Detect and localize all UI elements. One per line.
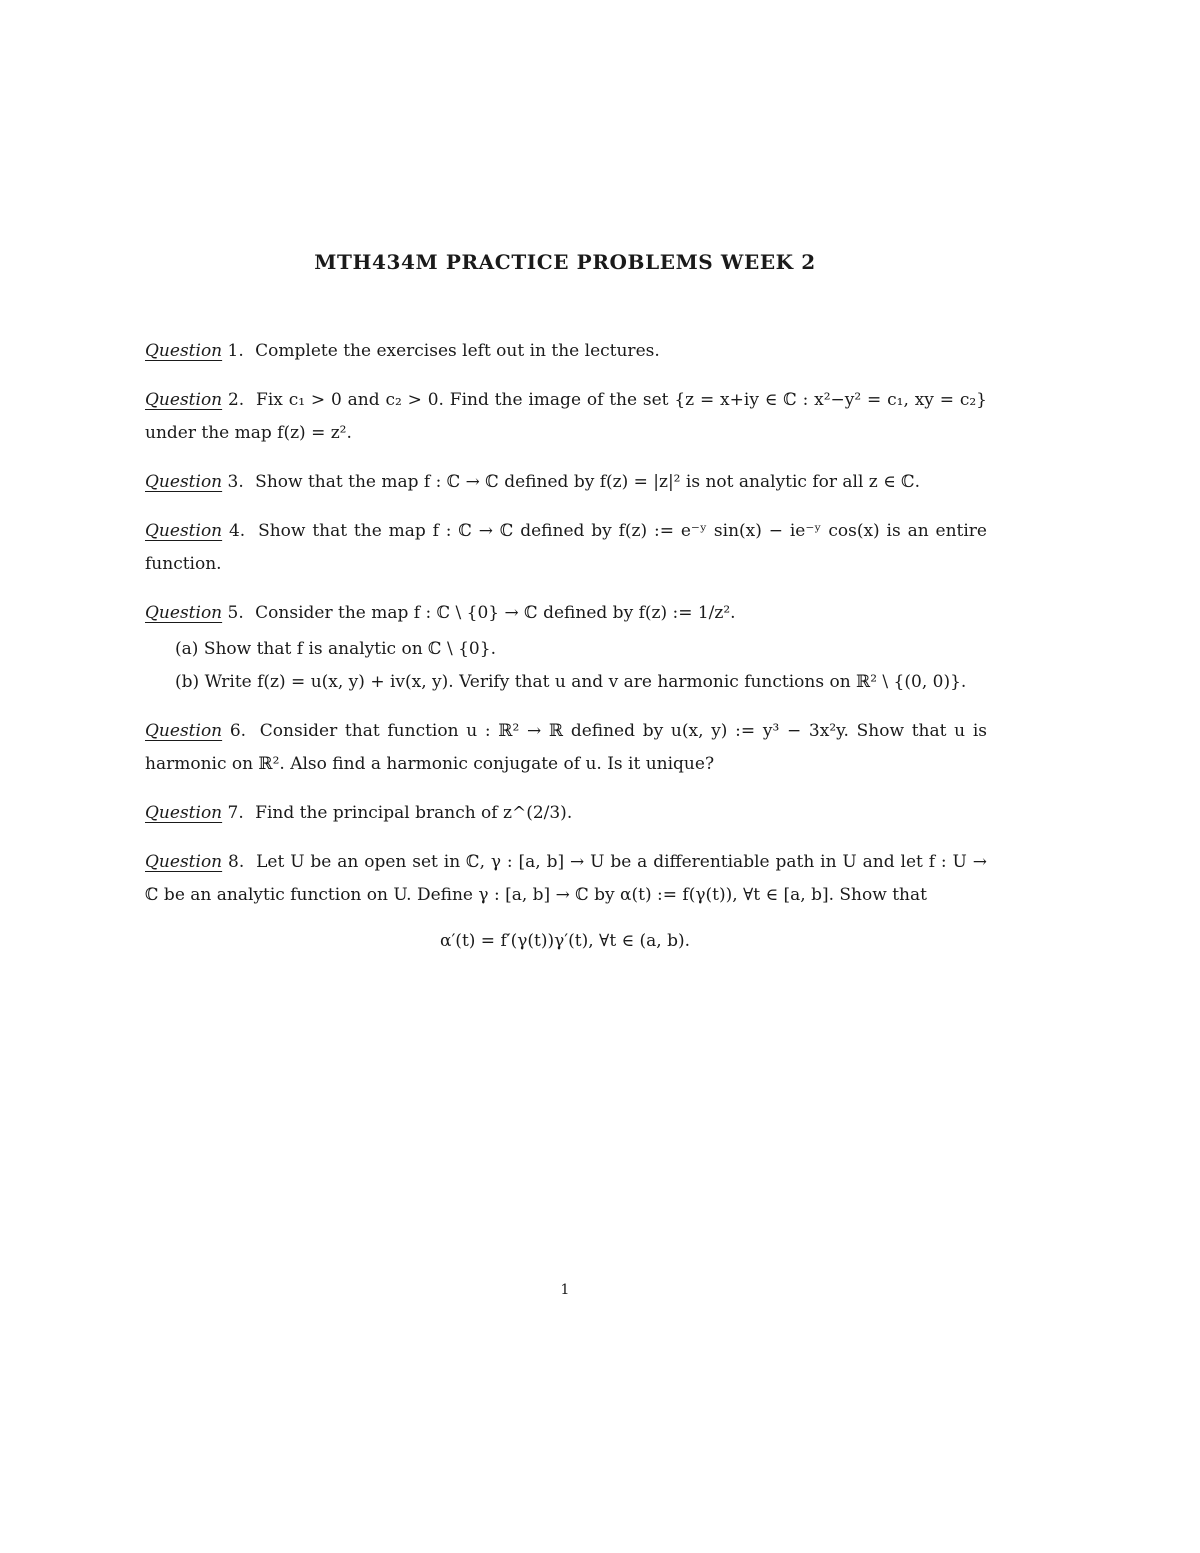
question-text: Let U be an open set in ℂ, γ : [a, b] → U be a differentiable path in U and let f : U → ℂ be an analytic function on U. Define γ : [a, b] → ℂ by α(t) := f(γ(t)), ∀t ∈ [a, b]. Show that: [145, 852, 987, 905]
question-6: [145, 715, 987, 781]
question-text: Show that the map f : ℂ → ℂ defined by f(z) = |z|² is not analytic for all z ∈ ℂ.: [255, 472, 921, 492]
question-5: [145, 597, 987, 630]
question-number: 2.: [227, 390, 245, 410]
question-5-part-a: [175, 633, 496, 666]
question-text: Complete the exercises left out in the lectures.: [255, 341, 660, 361]
question-number: 3.: [227, 472, 244, 492]
question-text: Find the principal branch of z^(2/3).: [255, 803, 573, 823]
question-3: [145, 466, 987, 499]
question-label: Question: [145, 341, 223, 361]
question-number: 1.: [227, 341, 244, 361]
question-text: Consider the map f : ℂ \ {0} → ℂ defined by f(z) := 1/z².: [255, 603, 736, 623]
question-label: Question: [145, 521, 223, 541]
question-number: 5.: [227, 603, 244, 623]
question-label: Question: [145, 721, 223, 741]
question-1: [145, 335, 987, 368]
question-text: Show that the map f : ℂ → ℂ defined by f(z) := e⁻ʸ sin(x) − ie⁻ʸ cos(x) is an entire function.: [145, 521, 987, 574]
question-label: Question: [145, 852, 223, 872]
part-text: Write f(z) = u(x, y) + iv(x, y). Verify that u and v are harmonic functions on ℝ² \ {(0, 0)}.: [204, 672, 967, 692]
question-4: [145, 515, 987, 581]
question-text: Consider that function u : ℝ² → ℝ defined by u(x, y) := y³ − 3x²y. Show that u is harmonic on ℝ². Also find a harmonic conjugate of u. Is it unique?: [145, 721, 987, 774]
question-number: 8.: [228, 852, 245, 872]
page-number: 1: [560, 1282, 570, 1298]
question-label: Question: [145, 472, 223, 492]
question-label: Question: [145, 803, 223, 823]
question-label: Question: [145, 390, 223, 410]
question-number: 7.: [227, 803, 244, 823]
display-equation: α′(t) = f′(γ(t))γ′(t), ∀t ∈ (a, b).: [439, 931, 691, 951]
part-label: (b): [175, 672, 200, 692]
question-2: [145, 384, 987, 450]
page-title: MTH434M PRACTICE PROBLEMS WEEK 2: [314, 250, 816, 274]
question-label: Question: [145, 603, 223, 623]
part-text: Show that f is analytic on ℂ \ {0}.: [203, 639, 496, 659]
question-8: [145, 846, 987, 912]
question-5-part-b: [175, 666, 966, 699]
question-number: 6.: [229, 721, 247, 741]
question-text: Fix c₁ > 0 and c₂ > 0. Find the image of the set {z = x+iy ∈ ℂ : x²−y² = c₁, xy = c₂} under the map f(z) = z².: [145, 390, 987, 443]
question-7: [145, 797, 987, 830]
question-number: 4.: [228, 521, 246, 541]
part-label: (a): [175, 639, 199, 659]
